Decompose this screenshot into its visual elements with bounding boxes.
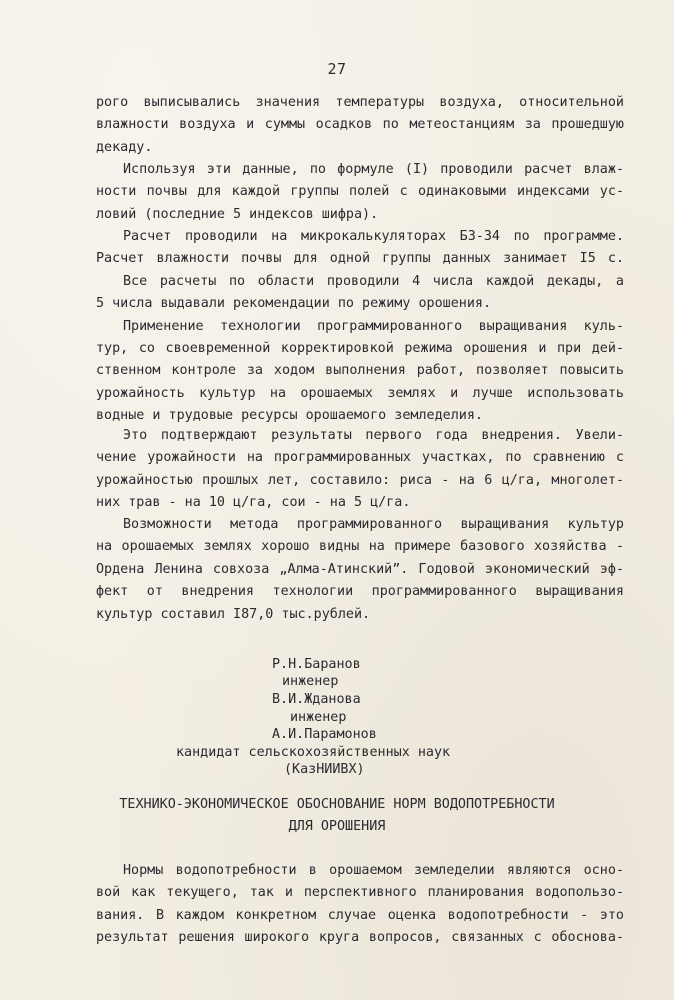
paragraph-4-rest (96, 293, 624, 315)
paragraph-1 (96, 92, 624, 159)
text-line: чение урожайности на программированных участках, по сравнению с (96, 450, 624, 466)
text-line: культур составил I87,0 тыс.рублей. (96, 606, 371, 622)
paragraph-4-first-line (123, 271, 624, 293)
text-line: ности почвы для каждой группы полей с одинаковыми индексами ус- (96, 184, 624, 200)
text-line: Используя эти данные, по формуле (I) проводили расчет влаж- (123, 162, 624, 177)
text-line: на орошаемых землях хорошо видны на примере базового хозяйства - (96, 539, 624, 555)
text-line: фект от внедрения технологии программированного выращивания (96, 584, 624, 600)
section-heading-line: ДЛЯ ОРОШЕНИЯ (288, 819, 386, 834)
author-name: А.И.Парамонов (272, 727, 377, 742)
paragraph-5-first-line (123, 316, 624, 338)
text-line: Применение технологии программированного выращивания куль- (123, 318, 624, 334)
text-line: Нормы водопотребности в орошаемом земледелии являются осно- (123, 863, 624, 878)
author-affiliation: (КазНИИВХ) (284, 762, 365, 777)
text-line: урожайностью прошлых лет, составило: риса - на 6 ц/га, многолет- (96, 472, 624, 488)
page-number: 27 (327, 60, 347, 78)
paragraph-5-rest (96, 338, 624, 428)
text-line: Расчет проводили на микрокалькуляторах БЗ-34 по программе. (123, 229, 624, 244)
author-role: инженер (282, 674, 339, 689)
paragraph-2-first-line (123, 159, 624, 181)
text-line: водные и трудовые ресурсы орошаемого земледелия. (96, 408, 483, 424)
paragraph-7-rest (96, 536, 624, 626)
text-line: рого выписывались значения температуры воздуха, относительной (96, 95, 624, 110)
text-line: вой как текущего, так и перспективного планирования водопользо- (96, 885, 624, 901)
text-line: результат решения широкого круга вопросов, связанных с обоснова- (96, 930, 624, 946)
paragraph-2-rest (96, 181, 624, 226)
text-line: тур, со своевременной корректировкой режима орошения и при дей- (96, 341, 624, 356)
text-line: Возможности метода программированного выращивания культур (123, 517, 624, 532)
text-line: них трав - на 10 ц/га, сои - на 5 ц/га. (96, 495, 411, 511)
text-line: ловий (последние 5 индексов шифра). (96, 206, 379, 222)
text-line: Ордена Ленина совхоза „Алма-Атинский”. Годовой экономический эф- (96, 561, 624, 577)
paragraph-3-first-line (123, 226, 624, 248)
author-name: В.И.Жданова (272, 692, 361, 707)
text-line: Это подтверждают результаты первого года внедрения. Увели- (123, 428, 624, 443)
text-line: влажности воздуха и суммы осадков по метеостанциям за прошедшую (96, 117, 624, 133)
text-line: декаду. (96, 139, 153, 155)
author-name: Р.Н.Баранов (272, 657, 361, 672)
section-heading-line: ТЕХНИКО-ЭКОНОМИЧЕСКОЕ ОБОСНОВАНИЕ НОРМ ВОДОПОТРЕБНОСТИ (119, 797, 555, 812)
text-line: урожайность культур на орошаемых землях и лучше использовать (96, 385, 624, 401)
text-line: Все расчеты по области проводили 4 числа каждой декады, а (123, 273, 624, 289)
text-line: ственном контроле за ходом выполнения работ, позволяет повысить (96, 363, 624, 379)
paragraph-7-first-line (123, 514, 624, 536)
author-role: инженер (290, 710, 347, 725)
final-paragraph-rest (96, 882, 624, 949)
author-role: кандидат сельскохозяйственных наук (176, 745, 451, 760)
text-line: 5 числа выдавали рекомендации по режиму орошения. (96, 296, 492, 312)
paragraph-3-rest (96, 248, 624, 270)
paragraph-6-first-line (123, 425, 624, 447)
text-line: Расчет влажности почвы для одной группы данных занимает I5 с. (96, 251, 624, 267)
text-line: вания. В каждом конкретном случае оценка водопотребности - это (96, 907, 624, 923)
final-paragraph-first-line (123, 860, 624, 882)
paragraph-6-rest (96, 447, 624, 514)
